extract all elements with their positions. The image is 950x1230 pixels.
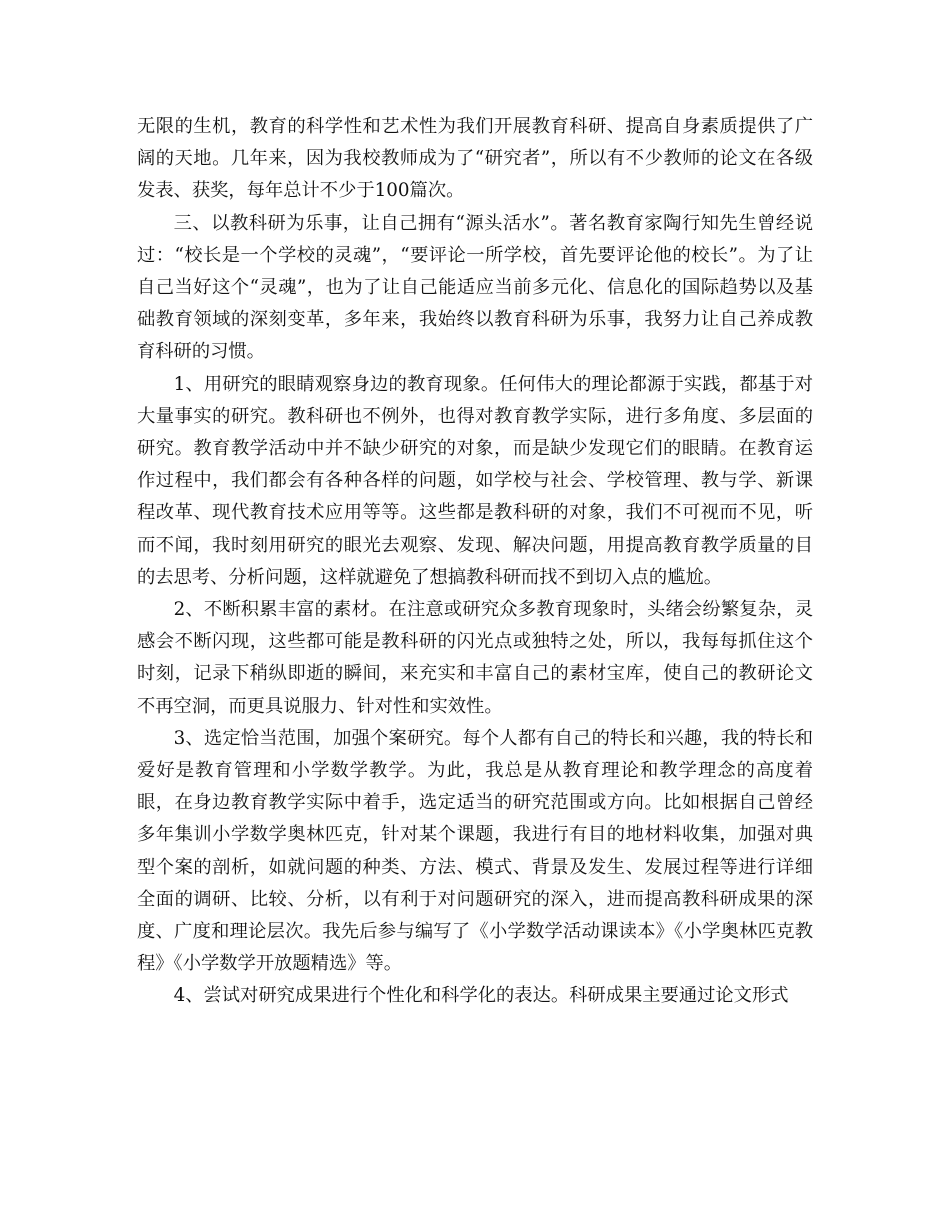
paragraph-point-one: 1、用研究的眼睛观察身边的教育现象。任何伟大的理论都源于实践，都基于对大量事实的研究。教科研也不例外，也得对教育教学实际，进行多角度、多层面的研究。教育教学活动中并不缺少研究的对象，而是缺少发现它们的眼睛。在教育运作过程中，我们都会有各种各样的问题，如学校与社会、学校管理、教与学、新课程改革、现代教育技术应用等等。这些都是教科研的对象，我们不可视而不见，听而不闻，我时刻用研究的眼光去观察、发现、解决问题，用提高教育教学质量的目的去思考、分析问题，这样就避免了想搞教科研而找不到切入点的尴尬。: [137, 373, 813, 588]
paragraph-point-four: 4、尝试对研究成果进行个性化和科学化的表达。科研成果主要通过论文形式: [173, 985, 789, 1007]
document-body: [137, 111, 813, 1013]
paragraph-section-three: 三、以教科研为乐事，让自己拥有“源头活水”。著名教育家陶行知先生曾经说过：“校长是一个学校的灵魂”，“要评论一所学校，首先要评论他的校长”。为了让自己当好这个“灵魂”，也为了让自己能适应当前多元化、信息化的国际趋势以及基础教育领域的深刻变革，多年来，我始终以教育科研为乐事，我努力让自己养成教育科研的习惯。: [137, 212, 813, 363]
paragraph-point-three: 3、选定恰当范围，加强个案研究。每个人都有自己的特长和兴趣，我的特长和爱好是教育管理和小学数学教学。为此，我总是从教育理论和教学理念的高度着眼，在身边教育教学实际中着手，选定适当的研究范围或方向。比如根据自己曾经多年集训小学数学奥林匹克，针对某个课题，我进行有目的地材料收集，加强对典型个案的剖析，如就问题的种类、方法、模式、背景及发生、发展过程等进行详细全面的调研、比较、分析，以有利于对问题研究的深入，进而提高教科研成果的深度、广度和理论层次。我先后参与编写了《小学数学活动课读本》《小学奥林匹克教程》《小学数学开放题精选》等。: [137, 727, 813, 975]
paragraph-point-two: 2、不断积累丰富的素材。在注意或研究众多教育现象时，头绪会纷繁复杂，灵感会不断闪现，这些都可能是教科研的闪光点或独特之处，所以，我每每抓住这个时刻，记录下稍纵即逝的瞬间，来充实和丰富自己的素材宝库，使自己的教研论文不再空洞，而更具说服力、针对性和实效性。: [137, 599, 813, 717]
paragraph-continuation: 无限的生机，教育的科学性和艺术性为我们开展教育科研、提高自身素质提供了广阔的天地。几年来，因为我校教师成为了“研究者”，所以有不少教师的论文在各级发表、获奖，每年总计不少于100篇次。: [137, 116, 813, 202]
